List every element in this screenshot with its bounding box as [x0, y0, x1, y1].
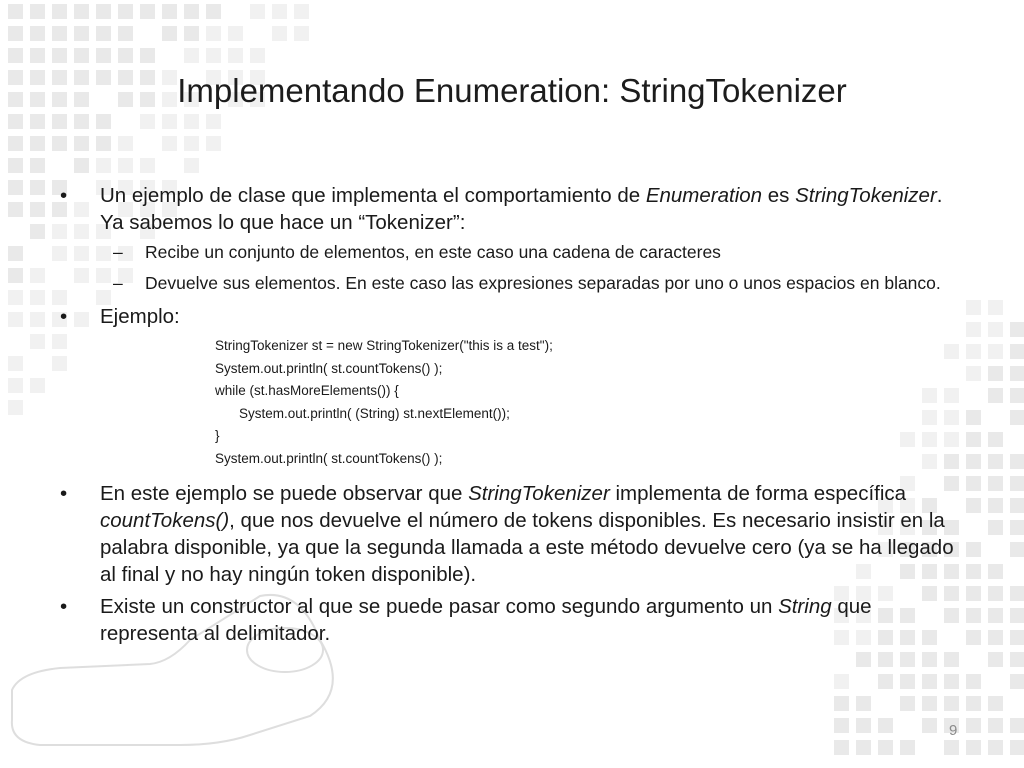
pattern-square: [140, 4, 155, 19]
pattern-square: [900, 696, 915, 711]
pattern-square: [118, 26, 133, 41]
bullet-glyph: •: [60, 482, 68, 505]
pattern-square: [878, 674, 893, 689]
pattern-square: [118, 48, 133, 63]
pattern-square: [988, 630, 1003, 645]
pattern-square: [966, 322, 981, 337]
pattern-square: [184, 26, 199, 41]
pattern-square: [1010, 674, 1024, 689]
pattern-square: [944, 696, 959, 711]
pattern-square: [856, 652, 871, 667]
bullet-1: [58, 182, 963, 236]
pattern-square: [8, 202, 23, 217]
pattern-square: [140, 48, 155, 63]
pattern-square: [8, 180, 23, 195]
pattern-square: [988, 740, 1003, 755]
bullet-3-text-part: , que nos devuelve el número de tokens disponibles. Es necesario insistir en la palabra disponible, ya que la segunda llamada a este método devuelve cero (ya se ha llegado al final y no hay ningún token disponible).: [100, 509, 954, 586]
pattern-square: [30, 202, 45, 217]
pattern-square: [1010, 476, 1024, 491]
pattern-square: [8, 48, 23, 63]
pattern-square: [1010, 410, 1024, 425]
pattern-square: [878, 718, 893, 733]
pattern-square: [162, 114, 177, 129]
pattern-square: [1010, 520, 1024, 535]
pattern-square: [8, 290, 23, 305]
pattern-square: [1010, 740, 1024, 755]
sub-bullet-2-text: Devuelve sus elementos. En este caso las expresiones separadas por uno o unos espacios en blanco.: [145, 273, 941, 293]
pattern-square: [8, 312, 23, 327]
pattern-square: [96, 4, 111, 19]
pattern-square: [184, 158, 199, 173]
bullet-3-emphasis-counttokens: countTokens(): [100, 509, 230, 532]
pattern-square: [966, 344, 981, 359]
pattern-square: [1010, 542, 1024, 557]
bullet-3-text-part: En este ejemplo se puede observar que: [100, 482, 469, 505]
pattern-square: [96, 114, 111, 129]
pattern-square: [184, 48, 199, 63]
pattern-square: [52, 136, 67, 151]
code-line: System.out.println( st.countTokens() );: [215, 360, 443, 376]
pattern-square: [834, 674, 849, 689]
pattern-square: [988, 454, 1003, 469]
pattern-square: [834, 718, 849, 733]
pattern-square: [30, 48, 45, 63]
pattern-square: [988, 432, 1003, 447]
bullet-1-text-part: Un ejemplo de clase que implementa el comportamiento de: [100, 184, 646, 207]
pattern-square: [988, 564, 1003, 579]
pattern-square: [8, 4, 23, 19]
code-line: System.out.println( st.countTokens() );: [215, 450, 443, 466]
pattern-square: [1010, 630, 1024, 645]
bullet-4-text: [100, 595, 872, 645]
pattern-square: [944, 740, 959, 755]
pattern-square: [988, 586, 1003, 601]
pattern-square: [966, 432, 981, 447]
pattern-square: [1010, 652, 1024, 667]
pattern-square: [988, 520, 1003, 535]
pattern-square: [8, 356, 23, 371]
pattern-square: [966, 608, 981, 623]
bullet-glyph: •: [60, 595, 68, 618]
pattern-square: [118, 4, 133, 19]
bullet-glyph: •: [60, 305, 68, 328]
pattern-square: [162, 4, 177, 19]
pattern-square: [228, 26, 243, 41]
pattern-square: [966, 410, 981, 425]
bullet-2: [58, 303, 963, 330]
pattern-square: [206, 114, 221, 129]
pattern-square: [966, 586, 981, 601]
pattern-square: [988, 300, 1003, 315]
pattern-square: [30, 26, 45, 41]
pattern-square: [988, 344, 1003, 359]
code-line: System.out.println( (String) st.nextElement());: [239, 405, 510, 421]
pattern-square: [140, 158, 155, 173]
pattern-square: [74, 136, 89, 151]
pattern-square: [30, 224, 45, 239]
pattern-square: [30, 158, 45, 173]
pattern-square: [1010, 322, 1024, 337]
pattern-square: [294, 4, 309, 19]
pattern-square: [1010, 608, 1024, 623]
pattern-square: [966, 366, 981, 381]
bullet-4-text-part: Existe un constructor al que se puede pasar como segundo argumento un: [100, 595, 779, 618]
pattern-square: [206, 26, 221, 41]
pattern-square: [30, 312, 45, 327]
pattern-square: [878, 652, 893, 667]
pattern-square: [8, 114, 23, 129]
bullet-2-text: Ejemplo:: [100, 305, 180, 328]
pattern-square: [8, 378, 23, 393]
bullet-3-text: [100, 482, 954, 586]
bullet-1-text-part: es: [762, 184, 796, 207]
dash-glyph: –: [113, 273, 123, 293]
pattern-square: [900, 652, 915, 667]
pattern-square: [206, 4, 221, 19]
pattern-square: [834, 696, 849, 711]
pattern-square: [8, 136, 23, 151]
pattern-square: [272, 26, 287, 41]
pattern-square: [922, 696, 937, 711]
pattern-square: [856, 740, 871, 755]
pattern-square: [834, 740, 849, 755]
pattern-square: [74, 48, 89, 63]
slide-title: Implementando Enumeration: StringTokenizer: [177, 72, 847, 109]
pattern-square: [30, 268, 45, 283]
sub-bullet-2: [58, 272, 963, 295]
pattern-square: [988, 608, 1003, 623]
pattern-square: [294, 26, 309, 41]
pattern-square: [856, 696, 871, 711]
pattern-square: [988, 322, 1003, 337]
pattern-square: [8, 268, 23, 283]
pattern-square: [206, 48, 221, 63]
pattern-square: [988, 388, 1003, 403]
pattern-square: [856, 718, 871, 733]
pattern-square: [922, 718, 937, 733]
pattern-square: [8, 400, 23, 415]
pattern-square: [966, 718, 981, 733]
pattern-square: [878, 740, 893, 755]
pattern-square: [74, 114, 89, 129]
bullet-glyph: •: [60, 184, 68, 207]
pattern-square: [966, 674, 981, 689]
pattern-square: [966, 740, 981, 755]
pattern-square: [966, 454, 981, 469]
dash-glyph: –: [113, 242, 123, 262]
pattern-square: [966, 564, 981, 579]
pattern-square: [30, 334, 45, 349]
pattern-square: [922, 652, 937, 667]
pattern-square: [1010, 586, 1024, 601]
code-line: while (st.hasMoreElements()) {: [215, 383, 399, 398]
pattern-square: [140, 114, 155, 129]
pattern-square: [988, 696, 1003, 711]
code-example: [215, 335, 963, 470]
pattern-square: [250, 48, 265, 63]
pattern-square: [30, 378, 45, 393]
pattern-square: [1010, 498, 1024, 513]
pattern-square: [74, 26, 89, 41]
pattern-square: [52, 114, 67, 129]
pattern-square: [52, 48, 67, 63]
pattern-square: [272, 4, 287, 19]
bullet-4-text-part: que representa al delimitador.: [100, 595, 872, 645]
pattern-square: [118, 158, 133, 173]
pattern-square: [250, 4, 265, 19]
bullet-1-emphasis-stringtokenizer: StringTokenizer: [795, 184, 937, 207]
pattern-square: [52, 26, 67, 41]
pattern-square: [900, 674, 915, 689]
bullet-3: [58, 480, 963, 588]
bullet-4-emphasis-string: String: [778, 595, 832, 618]
pattern-square: [96, 26, 111, 41]
pattern-square: [30, 4, 45, 19]
bullet-1-emphasis-enumeration: Enumeration: [645, 184, 763, 207]
pattern-square: [1010, 344, 1024, 359]
pattern-square: [1010, 454, 1024, 469]
pattern-square: [52, 4, 67, 19]
pattern-square: [206, 136, 221, 151]
pattern-square: [988, 366, 1003, 381]
pattern-square: [162, 26, 177, 41]
sub-bullet-1-text: Recibe un conjunto de elementos, en este caso una cadena de caracteres: [145, 242, 721, 262]
pattern-square: [900, 740, 915, 755]
pattern-square: [988, 652, 1003, 667]
pattern-square: [988, 498, 1003, 513]
bullet-4: [58, 593, 963, 647]
bullet-1-text-part: . Ya sabemos lo que hace un “Tokenizer”:: [100, 184, 943, 234]
pattern-square: [966, 630, 981, 645]
pattern-square: [96, 158, 111, 173]
bullet-3-text-part: implementa de forma específica: [609, 482, 907, 505]
page-number: 9: [949, 722, 958, 739]
pattern-square: [96, 136, 111, 151]
pattern-square: [944, 652, 959, 667]
pattern-square: [96, 48, 111, 63]
slide-content: [58, 182, 963, 652]
sub-bullet-1: [58, 241, 963, 264]
pattern-square: [966, 542, 981, 557]
pattern-square: [184, 4, 199, 19]
pattern-square: [118, 136, 133, 151]
pattern-square: [184, 136, 199, 151]
pattern-square: [988, 476, 1003, 491]
pattern-square: [8, 26, 23, 41]
pattern-square: [1010, 718, 1024, 733]
pattern-square: [30, 136, 45, 151]
pattern-square: [988, 718, 1003, 733]
code-line: }: [215, 428, 220, 443]
pattern-square: [966, 696, 981, 711]
pattern-square: [8, 246, 23, 261]
pattern-square: [162, 136, 177, 151]
pattern-square: [30, 180, 45, 195]
pattern-square: [922, 674, 937, 689]
bullet-3-emphasis-stringtokenizer: StringTokenizer: [468, 482, 610, 505]
bullet-1-text: [100, 184, 943, 234]
pattern-square: [30, 290, 45, 305]
code-line: StringTokenizer st = new StringTokenizer("this is a test");: [215, 338, 553, 353]
pattern-square: [966, 476, 981, 491]
pattern-square: [74, 158, 89, 173]
pattern-square: [228, 48, 243, 63]
pattern-square: [944, 674, 959, 689]
pattern-square: [8, 158, 23, 173]
pattern-square: [74, 4, 89, 19]
pattern-square: [30, 114, 45, 129]
pattern-square: [1010, 388, 1024, 403]
pattern-square: [966, 300, 981, 315]
pattern-square: [184, 114, 199, 129]
pattern-square: [1010, 366, 1024, 381]
pattern-square: [966, 498, 981, 513]
